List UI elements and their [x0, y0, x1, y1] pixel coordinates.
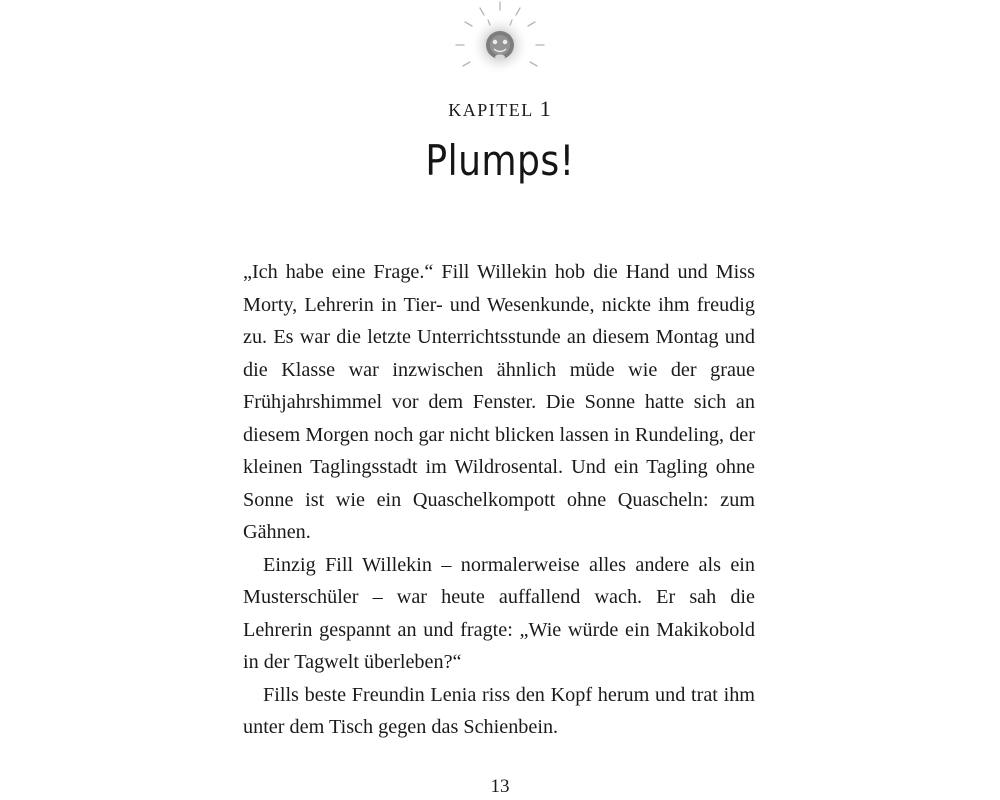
chapter-label	[0, 96, 1000, 122]
sun-ornament-icon	[450, 0, 550, 92]
paragraph-1: „Ich habe eine Frage.“ Fill Willekin hob die Hand und Miss Morty, Lehrerin in Tier- und Wesenkunde, nickte ihm freudig zu. Es war die letzte Unterrichtsstunde an diesem Montag und die Klasse war inzwischen ähnlich müde wie der graue Frühjahrshimmel vor dem Fenster. Die Sonne hatte sich an diesem Morgen noch gar nicht blicken lassen in Rundeling, der kleinen Taglingsstadt im Wildrosental. Und ein Tagling ohne Sonne ist wie ein Quaschelkompott ohne Quascheln: zum Gähnen.	[243, 261, 755, 543]
page-number: 13	[490, 776, 510, 797]
body-text	[243, 256, 755, 744]
chapter-keyword: KAPITEL	[448, 100, 534, 120]
paragraph-3: Fills beste Freundin Lenia riss den Kopf herum und trat ihm unter dem Tisch gegen das Schienbein.	[243, 683, 755, 738]
chapter-title: Plumps!	[425, 136, 575, 185]
paragraph-2: Einzig Fill Willekin – normalerweise alles andere als ein Musterschüler – war heute auffallend wach. Er sah die Lehrerin gespannt an und fragte: „Wie würde ein Makikobold in der Tagwelt überleben?“	[243, 553, 755, 673]
chapter-number: 1	[539, 96, 552, 121]
